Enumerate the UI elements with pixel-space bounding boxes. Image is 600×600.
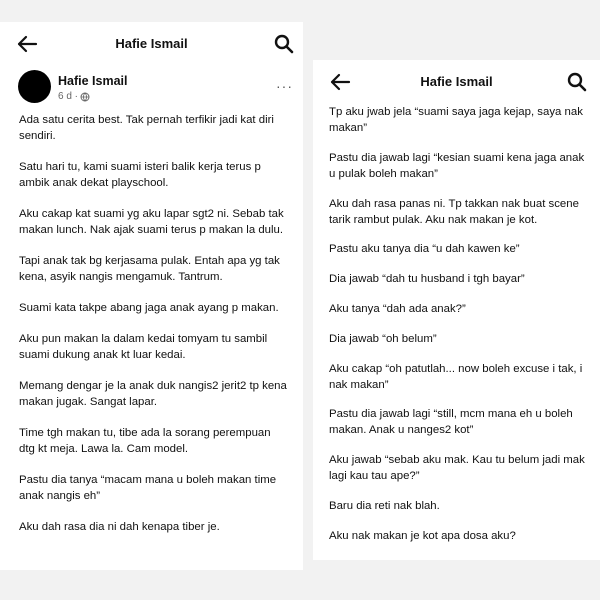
post-paragraph: Baru dia reti nak blah. <box>329 499 440 512</box>
globe-icon <box>80 92 90 102</box>
author-name[interactable]: Hafie Ismail <box>58 74 128 88</box>
page-title: Hafie Ismail <box>115 36 188 51</box>
post-paragraph: Aku dah rasa panas ni. Tp takkan nak buat scene tarik rambut pulak. Aku nak makan je kot. <box>329 197 579 226</box>
post-paragraph: Suami kata takpe abang jaga anak ayang p makan. <box>19 302 279 314</box>
post-meta <box>58 91 90 102</box>
top-bar <box>313 60 600 104</box>
post-paragraph: Tp aku jwab jela “suami saya jaga kejap, saya nak makan” <box>329 106 583 134</box>
post-paragraph: Dia jawab “oh belum” <box>329 332 437 345</box>
post-paragraph: Aku nak makan je kot apa dosa aku? <box>329 529 516 542</box>
post-time: 6 d · <box>58 91 79 102</box>
avatar[interactable] <box>18 70 51 103</box>
post-paragraph: Pastu dia tanya “macam mana u boleh makan time anak nangis eh” <box>19 474 277 502</box>
top-bar <box>0 22 303 66</box>
left-screenshot-panel <box>0 22 303 570</box>
right-screenshot-panel <box>313 60 600 560</box>
search-icon[interactable] <box>567 72 587 92</box>
post-paragraph: Time tgh makan tu, tibe ada la sorang perempuan dtg kt meja. Lawa la. Cam model. <box>19 427 271 455</box>
post-header <box>0 66 303 112</box>
post-paragraph: Dia jawab “dah tu husband i tgh bayar” <box>329 273 525 286</box>
post-paragraph: Pastu dia jawab lagi “still, mcm mana eh u boleh makan. Anak u nanges2 kot” <box>329 408 573 437</box>
post-body <box>0 112 303 535</box>
post-paragraph: Aku dah rasa dia ni dah kenapa tiber je. <box>19 521 220 533</box>
post-paragraph: Memang dengar je la anak duk nangis2 jerit2 tp kena makan jugak. Sangat lapar. <box>19 380 287 408</box>
post-paragraph: Tapi anak tak bg kerjasama pulak. Entah apa yg tak kena, asyik nangis mengamuk. Tantrum. <box>19 255 280 283</box>
post-paragraph: Aku cakap “oh patutlah... now boleh excuse i tak, i nak makan” <box>329 362 583 391</box>
post-paragraph: Aku pun makan la dalam kedai tomyam tu sambil suami dukung anak kt luar kedai. <box>19 333 268 361</box>
more-options-button[interactable]: ··· <box>276 78 293 94</box>
post-paragraph: Aku cakap kat suami yg aku lapar sgt2 ni. Sebab tak makan lunch. Nak ajak suami terus p makan la dulu. <box>19 208 284 236</box>
post-paragraph: Satu hari tu, kami suami isteri balik kerja terus p ambik anak dekat playschool. <box>19 161 261 189</box>
post-paragraph: Aku tanya “dah ada anak?” <box>329 302 466 315</box>
post-paragraph: Pastu aku tanya dia “u dah kawen ke” <box>329 243 520 256</box>
post-paragraph: Aku jawab “sebab aku mak. Kau tu belum jadi mak lagi kau tau ape?” <box>329 454 585 483</box>
page-title: Hafie Ismail <box>420 74 493 89</box>
search-icon[interactable] <box>274 34 294 54</box>
post-paragraph: Pastu dia jawab lagi “kesian suami kena jaga anak u pulak boleh makan” <box>329 151 585 180</box>
post-paragraph: Ada satu cerita best. Tak pernah terfikir jadi kat diri sendiri. <box>19 114 274 142</box>
post-body-continued <box>313 104 600 544</box>
